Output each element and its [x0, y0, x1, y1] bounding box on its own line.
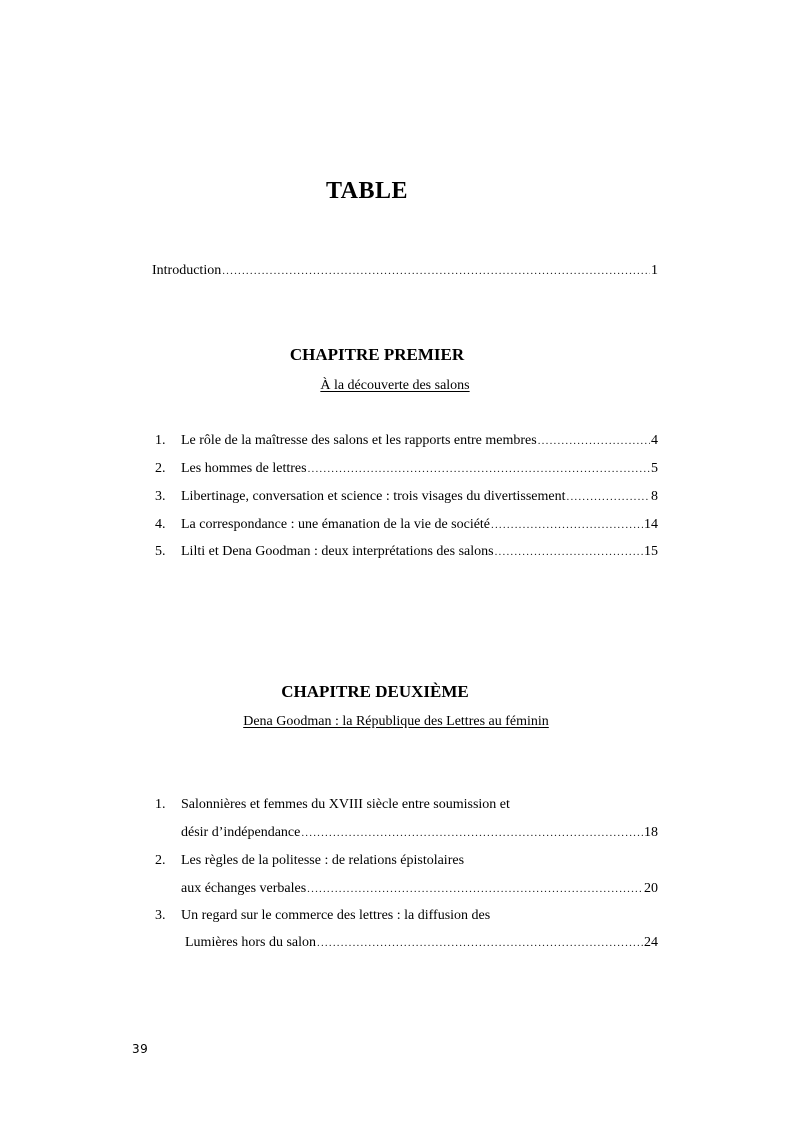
chapter-1-subtitle: À la découverte des salons: [320, 378, 470, 393]
dot-leader: [301, 824, 643, 842]
toc-entry-continuation: [181, 824, 658, 842]
toc-entry-page: 20: [644, 881, 658, 896]
toc-entry-page: 18: [644, 825, 658, 840]
dot-leader: [567, 488, 651, 506]
toc-entry: [155, 460, 658, 478]
chapter-2-subtitle: Dena Goodman : la République des Lettres au féminin: [243, 714, 549, 729]
toc-entry-label: Libertinage, conversation et science : trois visages du divertissement: [181, 489, 566, 504]
toc-entry-number: 5.: [155, 544, 166, 559]
toc-entry-number: 2.: [155, 853, 166, 868]
toc-entry-continuation: [185, 934, 658, 952]
toc-entry-first-line: [155, 796, 510, 814]
toc-entry-number: 3.: [155, 489, 166, 504]
toc-entry-number: 1.: [155, 797, 166, 812]
toc-entry-first-line: [155, 852, 464, 870]
dot-leader: [222, 262, 650, 280]
toc-entry: [155, 488, 658, 506]
toc-entry-label: Lumières hors du salon: [185, 935, 317, 950]
toc-entry-page: 5: [651, 461, 658, 476]
toc-entry-introduction: [152, 262, 658, 280]
toc-entry-label: Un regard sur le commerce des lettres : la diffusion des: [181, 908, 491, 923]
toc-entry-page: 4: [651, 433, 658, 448]
dot-leader: [495, 543, 643, 561]
dot-leader: [538, 432, 650, 450]
toc-entry-page: 15: [644, 544, 658, 559]
page-number: 39: [132, 1042, 149, 1056]
toc-entry-number: 3.: [155, 908, 166, 923]
dot-leader: [307, 880, 643, 898]
toc-entry-label: Lilti et Dena Goodman : deux interprétations des salons: [181, 544, 494, 559]
toc-entry: [155, 432, 658, 450]
toc-entry-number: 2.: [155, 461, 166, 476]
toc-entry-continuation: [181, 880, 658, 898]
toc-entry-number: 1.: [155, 433, 166, 448]
page-title: TABLE: [325, 178, 409, 204]
chapter-2-heading: CHAPITRE DEUXIÈME: [281, 682, 469, 701]
toc-entry-label: Les hommes de lettres: [181, 461, 307, 476]
toc-entry-label: Le rôle de la maîtresse des salons et les rapports entre membres: [181, 433, 537, 448]
toc-entry-first-line: [155, 907, 490, 925]
toc-entry-label: désir d’indépendance: [181, 825, 301, 840]
toc-entry-label: Salonnières et femmes du XVIII siècle entre soumission et: [181, 797, 510, 812]
toc-entry-page: 1: [651, 263, 658, 278]
toc-entry-page: 8: [651, 489, 658, 504]
toc-entry: [155, 516, 658, 534]
chapter-1-heading: CHAPITRE PREMIER: [289, 345, 465, 364]
dot-leader: [317, 934, 643, 952]
toc-entry-page: 24: [644, 935, 658, 950]
toc-entry-label: aux échanges verbales: [181, 881, 307, 896]
dot-leader: [308, 460, 650, 478]
toc-entry-number: 4.: [155, 517, 166, 532]
toc-entry-page: 14: [644, 517, 658, 532]
toc-entry-label: La correspondance : une émanation de la vie de société: [181, 517, 491, 532]
toc-entry-label: Les règles de la politesse : de relations épistolaires: [181, 853, 465, 868]
toc-entry: [155, 543, 658, 561]
dot-leader: [491, 516, 643, 534]
toc-entry-label: Introduction: [152, 263, 222, 278]
